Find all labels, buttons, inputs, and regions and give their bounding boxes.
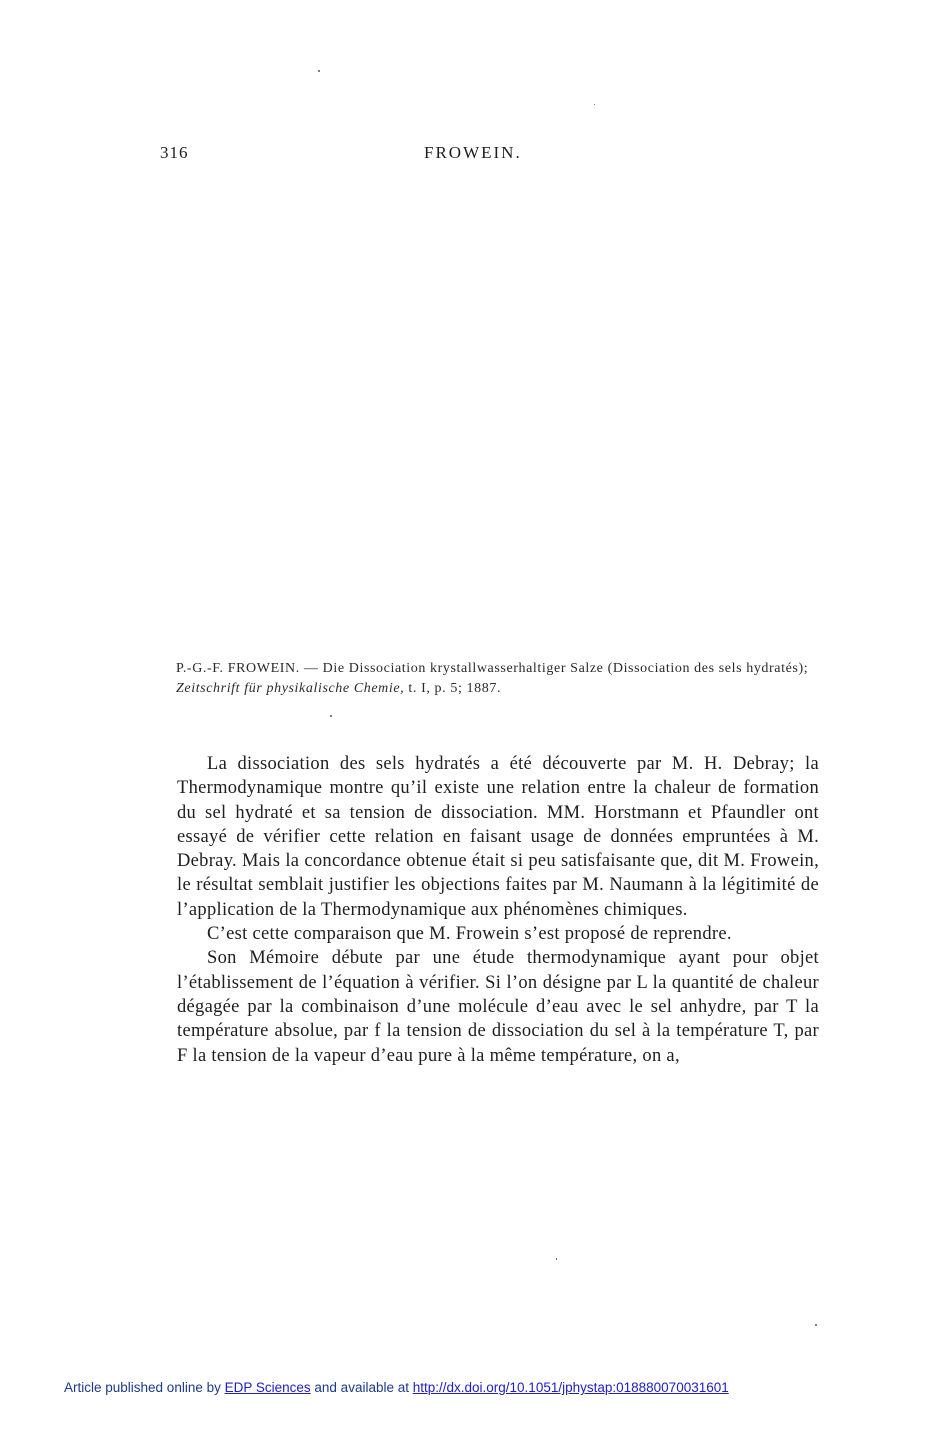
article-body	[177, 752, 819, 1068]
doi-link[interactable]: http://dx.doi.org/10.1051/jphystap:018880070031601	[412, 1380, 729, 1395]
paragraph-3: Son Mémoire débute par une étude thermodynamique ayant pour objet l’établissement de l’équation à vérifier. Si l’on désigne par L la quantité de chaleur dégagée par la combinaison d’une molécule d’eau avec le sel anhydre, par T la température absolue, par f la tension de dissociation du sel à la température T, par F la tension de la vapeur d’eau pure à la même température, on a,	[177, 948, 819, 1066]
publication-footer	[64, 1380, 729, 1395]
page-number: 316	[160, 143, 189, 162]
scan-speck	[815, 1324, 817, 1326]
scan-speck	[330, 715, 332, 717]
reference-journal: Zeitschrift für physikalische Chemie,	[176, 681, 405, 696]
paragraph-2: C’est cette comparaison que M. Frowein s’est proposé de reprendre.	[207, 924, 732, 945]
publisher-link[interactable]: EDP Sciences	[224, 1380, 311, 1395]
reference-details: t. I, p. 5; 1887.	[404, 681, 502, 696]
footer-middle: and available at	[310, 1380, 413, 1395]
scan-speck	[318, 70, 320, 72]
scan-speck	[594, 104, 595, 105]
reference-dash: —	[299, 661, 323, 676]
reference-author: P.-G.-F. FROWEIN.	[176, 661, 300, 676]
bibliographic-reference	[176, 659, 812, 699]
footer-prefix: Article published online by	[64, 1380, 225, 1395]
running-title: FROWEIN.	[424, 143, 522, 162]
reference-german-title: Die Dissociation krystallwasserhaltiger Salze (Dissociation des sels hydratés);	[322, 661, 809, 676]
scan-speck	[556, 1258, 557, 1260]
paragraph-1: La dissociation des sels hydratés a été découverte par M. H. Debray; la Thermodynamique montre qu’il existe une relation entre la chaleur de formation du sel hydraté et sa tension de dissociation. MM. Horstmann et Pfaundler ont essayé de vérifier cette relation en faisant usage de données empruntées à M. Debray. Mais la concordance obtenue était si peu satisfaisante que, dit M. Frowein, le résultat semblait justifier les objections faites par M. Naumann à la légitimité de l’application de la Thermodynamique aux phénomènes chimiques.	[177, 754, 819, 920]
